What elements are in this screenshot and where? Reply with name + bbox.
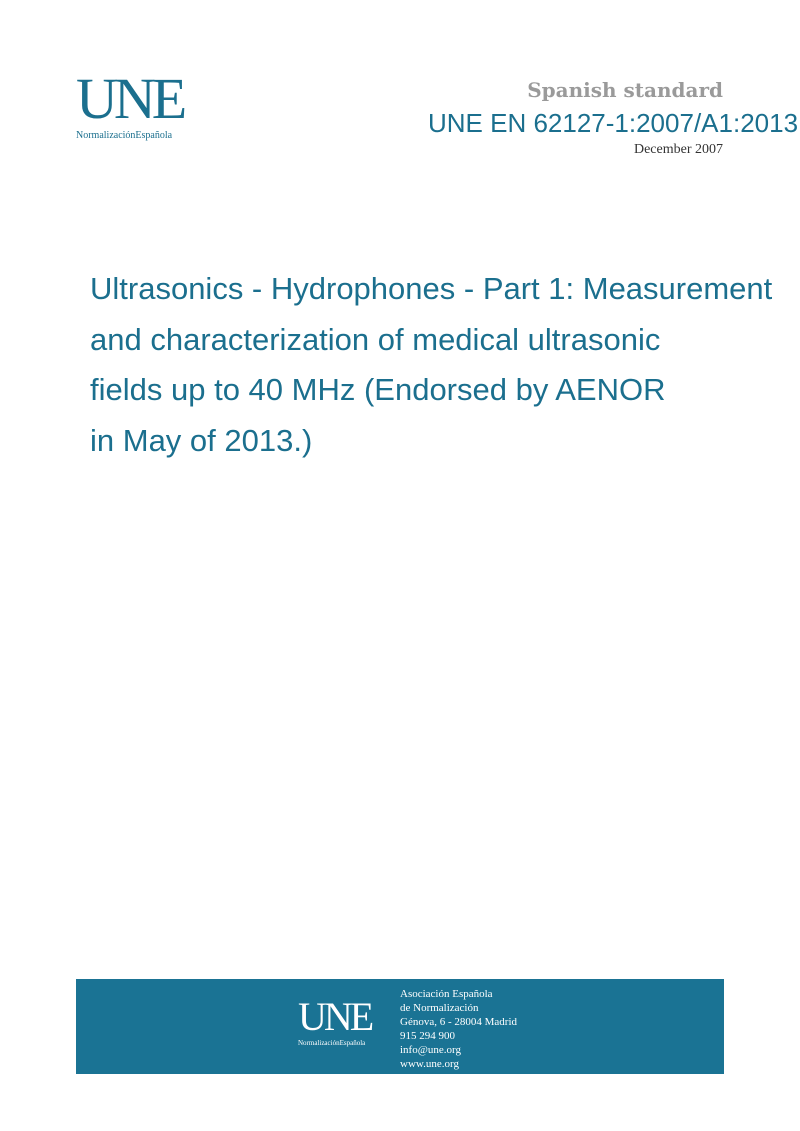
une-logo xyxy=(76,66,216,141)
une-logo-sub-1: Normalización xyxy=(76,130,136,141)
footer-org-line: de Normalización xyxy=(400,1002,479,1014)
footer-logo-word: UNE xyxy=(298,994,372,1039)
footer-email: info@une.org xyxy=(400,1044,461,1056)
standard-code: UNE EN 62127-1:2007/A1:2013 xyxy=(428,108,799,138)
footer-logo-subtitle xyxy=(298,1039,371,1047)
standard-date: December 2007 xyxy=(633,142,723,157)
une-logo-word: UNE xyxy=(76,66,184,131)
footer-une-logo xyxy=(298,994,372,1047)
une-logo-sub-2: Española xyxy=(135,130,173,141)
title-line: fields up to 40 MHz (Endorsed by AENOR xyxy=(90,372,666,407)
footer-address: Génova, 6 - 28004 Madrid xyxy=(400,1016,518,1028)
footer-phone: 915 294 900 xyxy=(400,1030,455,1042)
footer-banner xyxy=(76,979,724,1074)
footer-org-line: Asociación Española xyxy=(400,988,493,1000)
document-title xyxy=(90,264,800,466)
une-logo-subtitle xyxy=(76,130,216,141)
standard-label: Spanish standard xyxy=(527,78,723,102)
footer-contact xyxy=(400,987,517,1071)
title-line: in May of 2013.) xyxy=(90,422,313,458)
footer-logo-sub-1: Normalización xyxy=(298,1039,340,1047)
footer-website: www.une.org xyxy=(400,1058,459,1070)
title-line: Ultrasonics - Hydrophones - Part 1: Measurement xyxy=(90,271,773,306)
title-line: and characterization of medical ultrasonic xyxy=(90,321,661,357)
footer-logo-sub-2: Española xyxy=(339,1039,366,1047)
